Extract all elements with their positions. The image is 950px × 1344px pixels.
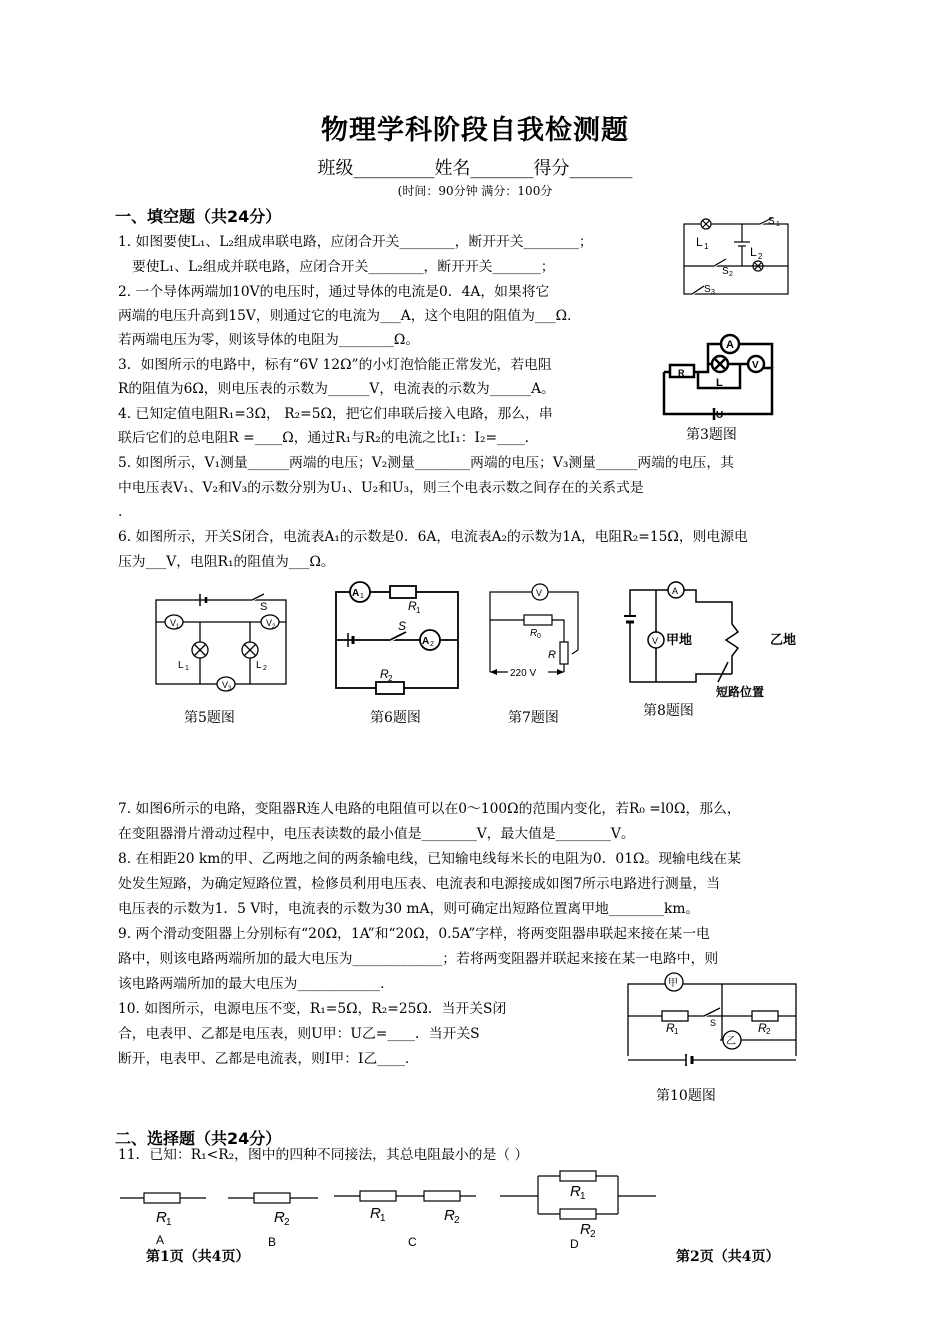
- fig-label: V: [752, 360, 759, 371]
- question-line: .: [118, 504, 123, 520]
- option-label: D: [570, 1237, 579, 1251]
- fig-label: S: [704, 284, 711, 295]
- fig-label: A: [726, 339, 734, 351]
- svg-text:3: 3: [228, 686, 232, 692]
- question-line: 1. 如图要使L₁、L₂组成串联电路，应闭合开关________，断开开关________；: [118, 234, 593, 250]
- figure-q11-options: [118, 1168, 658, 1258]
- footer-page-left: 第1页（共4页）: [146, 1249, 250, 1265]
- fig-label: L: [256, 660, 262, 671]
- svg-text:1: 1: [674, 1027, 679, 1036]
- figure-q1-circuit: [678, 212, 790, 300]
- svg-text:2: 2: [388, 674, 393, 683]
- fig-label: 220 V: [510, 668, 537, 679]
- question-line: 10. 如图所示，电源电压不变，R₁=5Ω，R₂=25Ω．当开关S闭: [118, 1001, 507, 1017]
- svg-text:2: 2: [766, 1027, 771, 1036]
- figure-q5-circuit: [152, 588, 292, 698]
- fig-label: V: [170, 618, 177, 628]
- fig-label: R: [758, 1021, 767, 1035]
- fig-label: 甲: [668, 978, 678, 989]
- question-line: 3．如图所示的电路中，标有“6V 12Ω”的小灯泡恰能正常发光，若电阻: [118, 357, 552, 373]
- fig-label: L: [750, 245, 757, 259]
- page-title: 物理学科阶段自我检测题: [321, 115, 629, 146]
- svg-text:2: 2: [590, 1229, 596, 1240]
- question-line: 9. 两个滑动变阻器上分别标有“20Ω，1A”和“20Ω，0.5A”字样，将两变阻器串联起来接在某一电: [118, 926, 710, 942]
- figure-caption: 第5题图: [184, 710, 235, 726]
- question-line: 路中，则该电路两端所加的最大电压为_____________；若将两变阻器并联起来接在某一电路中，则: [118, 951, 719, 967]
- question-line: 7. 如图6所示的电路，变阻器R连人电路的电阻值可以在0～100Ω的范围内变化，若R₀ =l0Ω，那么，: [118, 801, 741, 817]
- svg-text:2: 2: [454, 1215, 460, 1226]
- fig-label: S: [398, 619, 407, 633]
- fig-label: R: [530, 628, 538, 639]
- footer-page-right: 第2页（共4页）: [676, 1249, 780, 1265]
- fig-label: 乙: [726, 1036, 736, 1047]
- svg-text:2: 2: [284, 1217, 290, 1228]
- fig-label: R: [666, 1021, 675, 1035]
- figure-q7-circuit: [484, 578, 594, 693]
- question-line: 电压表的示数为1．5 V时，电流表的示数为30 mA，则可确定出短路位置离甲地________km。: [118, 901, 700, 917]
- svg-text:1: 1: [166, 1217, 172, 1228]
- question-line: 合，电表甲、乙都是电压表，则U甲：U乙=____．当开关S: [118, 1026, 480, 1042]
- question-line: 压为___V，电阻R₁的阻值为___Ω。: [118, 554, 335, 570]
- question-line: 处发生短路，为确定短路位置，检修员利用电压表、电流表和电源接成如图7所示电路进行测量，当: [118, 876, 721, 892]
- fig-label: V: [652, 636, 659, 646]
- fig-label: R: [156, 1209, 167, 1226]
- svg-text:1: 1: [360, 593, 364, 600]
- figure-caption: 第7题图: [508, 710, 559, 726]
- question-line: 5. 如图所示，V₁测量______两端的电压；V₂测量________两端的电压；V₃测量______两端的电压，其: [118, 455, 734, 471]
- option-label: C: [408, 1235, 417, 1249]
- fig-label: L: [716, 377, 723, 389]
- question-line: 2. 一个导体两端加10V的电压时，通过导体的电流是0．4A，如果将它: [118, 284, 550, 300]
- fig-label: R: [570, 1183, 581, 1200]
- figure-q10-circuit: [622, 970, 802, 1076]
- fig-label: A: [352, 588, 360, 599]
- fig-label: R: [444, 1207, 455, 1224]
- question-line: 若两端电压为零，则该导体的电阻为________Ω。: [118, 332, 420, 348]
- figure-caption: 第6题图: [370, 710, 421, 726]
- svg-text:2: 2: [272, 624, 276, 630]
- question-line: R的阻值为6Ω，则电压表的示数为______V，电流表的示数为______A。: [118, 381, 555, 397]
- question-line: 6. 如图所示，开关S闭合，电流表A₁的示数是0．6A，电流表A₂的示数为1A，电阻R₂=15Ω，则电源电: [118, 529, 748, 545]
- svg-text:1: 1: [380, 1213, 386, 1224]
- figure-q8-circuit: [622, 578, 812, 699]
- svg-text:2: 2: [430, 641, 434, 648]
- fig-label: A: [422, 636, 430, 647]
- svg-text:1: 1: [176, 624, 180, 630]
- fig-label: 甲地: [666, 632, 693, 647]
- figure-q6-circuit: [332, 578, 462, 698]
- svg-text:0: 0: [537, 633, 541, 640]
- svg-text:1: 1: [580, 1191, 586, 1202]
- fig-label: R: [274, 1209, 285, 1226]
- fig-label: V: [222, 680, 229, 690]
- section-2-heading: 二、选择题（共24分）: [115, 1129, 282, 1148]
- fig-label: 短路位置: [716, 685, 765, 699]
- option-label: A: [156, 1233, 165, 1247]
- question-line: 中电压表V₁、V₂和V₃的示数分别为U₁、U₂和U₃，则三个电表示数之间存在的关系式是: [118, 480, 644, 496]
- fig-label: R: [548, 649, 556, 661]
- fig-label: L: [178, 660, 184, 671]
- fig-label: S: [260, 601, 268, 613]
- svg-text:1: 1: [704, 242, 709, 251]
- figure-caption: 第3题图: [686, 427, 737, 443]
- question-line: 两端的电压升高到15V，则通过它的电流为___A，这个电阻的阻值为___Ω.: [118, 308, 572, 324]
- student-info-line: 班级_________姓名_______得分_______: [317, 158, 633, 179]
- question-line: 该电路两端所加的最大电压为____________.: [118, 976, 385, 992]
- question-line: 断开，电表甲、乙都是电流表，则I甲：I乙____.: [118, 1051, 410, 1067]
- figure-caption: 第10题图: [656, 1088, 716, 1104]
- fig-label: S: [722, 266, 729, 277]
- question-line: 联后它们的总电阻R =____Ω，通过R₁与R₂的电流之比I₁：I₂=____.: [118, 430, 530, 446]
- fig-label: 乙地: [770, 632, 797, 647]
- fig-label: R: [678, 368, 685, 378]
- question-line: 8. 在相距20 km的甲、乙两地之间的两条输电线，已知输电线每米长的电阻为0．01Ω。现输电线在某: [118, 851, 741, 867]
- fig-label: R: [380, 667, 389, 681]
- svg-text:2: 2: [263, 665, 267, 672]
- svg-text:3: 3: [711, 289, 715, 296]
- question-line: 4. 已知定值电阻R₁=3Ω， R₂=5Ω，把它们串联后接入电路，那么，串: [118, 406, 553, 422]
- fig-label: S: [710, 1018, 717, 1028]
- question-line: 11．已知：R₁<R₂，图中的四种不同接法，其总电阻最小的是（ ）: [118, 1147, 529, 1163]
- svg-text:1: 1: [185, 665, 189, 672]
- fig-label: R: [580, 1221, 591, 1238]
- fig-label: L: [696, 235, 703, 249]
- svg-text:2: 2: [758, 252, 763, 261]
- fig-label: A: [672, 586, 679, 596]
- svg-text:1: 1: [416, 606, 421, 615]
- fig-label: V: [266, 618, 273, 628]
- option-label: B: [268, 1235, 277, 1249]
- svg-text:2: 2: [729, 271, 733, 278]
- question-line: 要使L₁、L₂组成并联电路，应闭合开关________，断开开关_______；: [132, 259, 555, 275]
- exam-time-info: (时间：90分钟 满分：100分: [397, 184, 553, 198]
- fig-label: R: [370, 1205, 381, 1222]
- question-line: 在变阻器滑片滑动过程中，电压表读数的最小值是________V，最大值是________V。: [118, 826, 635, 842]
- fig-label: U: [716, 410, 724, 421]
- figure-q3-circuit: [660, 330, 780, 420]
- fig-label: S: [768, 216, 775, 227]
- fig-label: V: [536, 588, 543, 598]
- figure-caption: 第8题图: [643, 703, 694, 719]
- fig-label: R: [408, 599, 417, 613]
- section-1-heading: 一、填空题（共24分）: [115, 207, 282, 226]
- svg-text:1: 1: [776, 221, 780, 228]
